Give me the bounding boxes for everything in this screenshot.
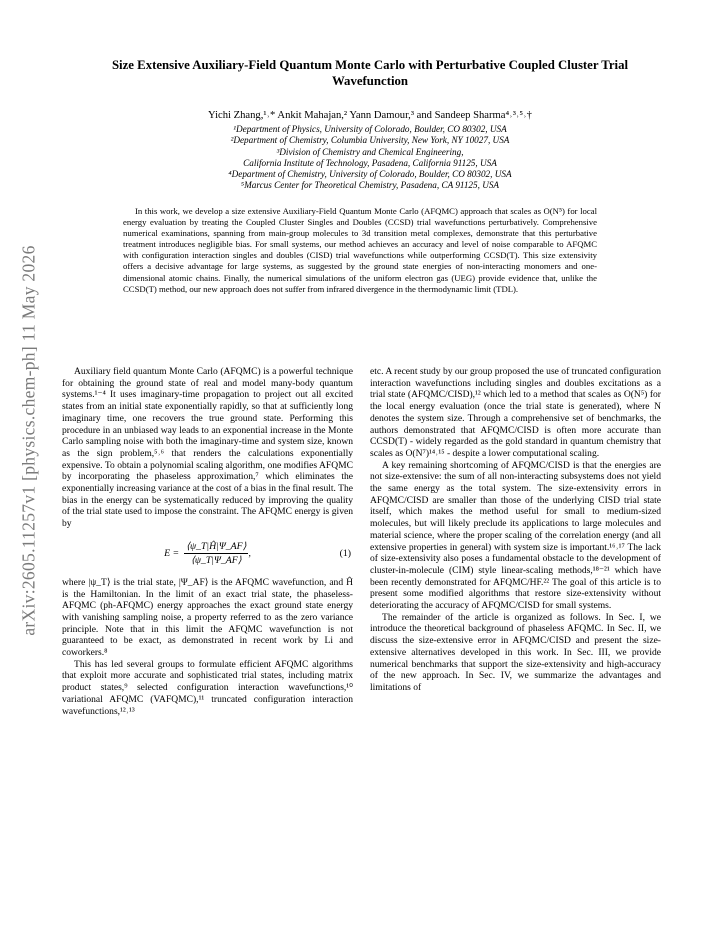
affiliation-line: California Institute of Technology, Pasadena, California 91125, USA	[243, 157, 497, 168]
affiliation-line: ⁴Department of Chemistry, University of Colorado, Boulder, CO 80302, USA	[228, 169, 512, 180]
arxiv-identifier-stamp	[14, 200, 44, 680]
body-paragraph: A key remaining shortcoming of AFQMC/CISD is that the energies are not size-extensive: the sum of all non-interacting subsystems does not yield the same energy as the total system. The size-extensivity errors in AFQMC/CISD are smaller than those of the underlying CISD trial state itself, which makes the method useful for small to medium-sized molecules, but will likely preclude its applications to large molecules and material science, where the proper scaling of the correlation energy (and all extensive properties in general) with system size is important.¹⁶˒¹⁷ The lack of size-extensivity also poses a fundamental obstacle to the development of cluster-in-molecule (CIM) style linear-scaling methods,¹⁸⁻²¹ which have been recently demonstrated for AFQMC/HF.²² The goal of this article is to present some modified algorithms that restore size-extensivity without deteriorating the accuracy of AFQMC/CISD for small systems.	[370, 459, 661, 612]
affiliation-line: ²Department of Chemistry, Columbia University, New York, NY 10027, USA	[230, 135, 510, 146]
body-paragraph: This has led several groups to formulate efficient AFQMC algorithms that exploit more accurate and sophisticated trial states, including matrix product states,⁹ selected configuration interaction wavefunctions,¹⁰ variational AFQMC (VAFQMC),¹¹ truncated configuration interaction wavefunctions,¹²˒¹³	[62, 658, 353, 717]
equation-denominator: ⟨ψ_T|Ψ_AF⟩	[191, 555, 242, 567]
affiliations	[90, 124, 650, 192]
arxiv-identifier-text: arXiv:2605.11257v1 [physics.chem-ph] 11 May 2026	[18, 244, 39, 636]
equation-tail: ,	[248, 547, 251, 559]
right-column	[370, 366, 661, 694]
equation-fraction	[184, 540, 251, 567]
equation-number: (1)	[339, 547, 351, 559]
left-column	[62, 366, 353, 717]
affiliation-line: ¹Department of Physics, University of Colorado, Boulder, CO 80302, USA	[233, 124, 507, 134]
body-paragraph: The remainder of the article is organized as follows. In Sec. I, we introduce the theoretical background of phaseless AFQMC. In Sec. II, we discuss the size-extensive error in AFQMC/CISD and present the size-extensive alternatives developed in this work. In Sec. III, we provide numerical benchmarks that support the size-extensivity and high-accuracy of the new approach. In Sec. IV, we summarize the advantages and limitations of	[370, 611, 661, 693]
intro-paragraph: Auxiliary field quantum Monte Carlo (AFQMC) is a powerful technique for obtaining the ground state of real and model many-body quantum systems.¹⁻⁴ It uses imaginary-time propagation to project out all excited states from an initial state exponentially rapidly, so that at sufficiently long imaginary time, one recovers the true ground state. Performing this procedure in an unbiased way leads to an exponential increase in the Monte Carlo sampling noise with both the imaginary-time and system size, known as the sign problem,⁵˒⁶ that renders the calculations exponentially expensive. To obtain a polynomial scaling algorithm, one modifies AFQMC by incorporating the phaseless approximation,⁷ which eliminates the exponentially increasing variance at the cost of a bias in the final result. The bias in the energy can be systematically reduced by improving the quality of the trial state used to impose the constraint. The AFQMC energy is given by	[62, 366, 353, 530]
body-paragraph: where |ψ_T⟩ is the trial state, |Ψ_AF⟩ is the AFQMC wavefunction, and Ĥ is the Hamiltonian. In the limit of an exact trial state, the phaseless-AFQMC (ph-AFQMC) energy approaches the exact ground state energy with vanishing sampling noise, a property referred to as the zero variance principle. Note that in this limit the AFQMC wavefunction is not guaranteed to be exact, as demonstrated in recent work by Li and coworkers.⁸	[62, 576, 353, 659]
author-list: Yichi Zhang,¹˒* Ankit Mahajan,² Yann Damour,³ and Sandeep Sharma⁴˒³˒⁵˒†	[208, 110, 532, 121]
equation-lhs: E =	[164, 547, 180, 559]
abstract: In this work, we develop a size extensive Auxiliary-Field Quantum Monte Carlo (AFQMC) approach that scales as O(N⁵) for local energy evaluation by treating the Coupled Cluster Singles and Doubles (CCSD) trial wavefunctions perturbatively. Comprehensive numerical examinations, spanning from main-group molecules to 3d transition metal complexes, demonstrate that this perturbative treatment introduces negligible bias. For small systems, our method achieves an accuracy and level of noise comparable to AFQMC with configuration interaction singles and doubles (CISD) trial wavefunctions while outperforming CCSD(T). This size extensivity offers a decisive advantage for large systems, as suggested by the ground state energies of non-interacting monomers and one-dimensional atomic chains. Finally, the numerical simulations of the uniform electron gas (UEG) provide evidence that, unlike the CCSD(T) method, our new approach does not suffer from infrared divergence in the thermodynamic limit (TDL).	[123, 206, 597, 294]
affiliation-line: ⁵Marcus Center for Theoretical Chemistry, Pasadena, CA 91125, USA	[240, 180, 500, 191]
affiliation-line: ³Division of Chemistry and Chemical Engineering,	[276, 146, 464, 157]
equation-numerator: ⟨ψ_T|Ĥ|Ψ_AF⟩	[184, 541, 248, 555]
paper-title: Size Extensive Auxiliary-Field Quantum Monte Carlo with Perturbative Coupled Cluster Trial Wavefunction	[111, 58, 629, 88]
body-paragraph: etc. A recent study by our group proposed the use of truncated configuration interaction wavefunctions including singles and doubles excitations as a trial state (AFQMC/CISD),¹² which led to a method that scales as O(N⁵) for the local energy evaluation (once the trial state is generated), where N denotes the system size. Through a comprehensive set of benchmarks, the authors demonstrated that AFQMC/CISD is often more accurate than CCSD(T) - widely regarded as the gold standard in quantum chemistry that scales as O(N⁷)¹⁴˒¹⁵ - despite a lower computational scaling.	[370, 366, 661, 459]
equation-1	[62, 537, 353, 571]
